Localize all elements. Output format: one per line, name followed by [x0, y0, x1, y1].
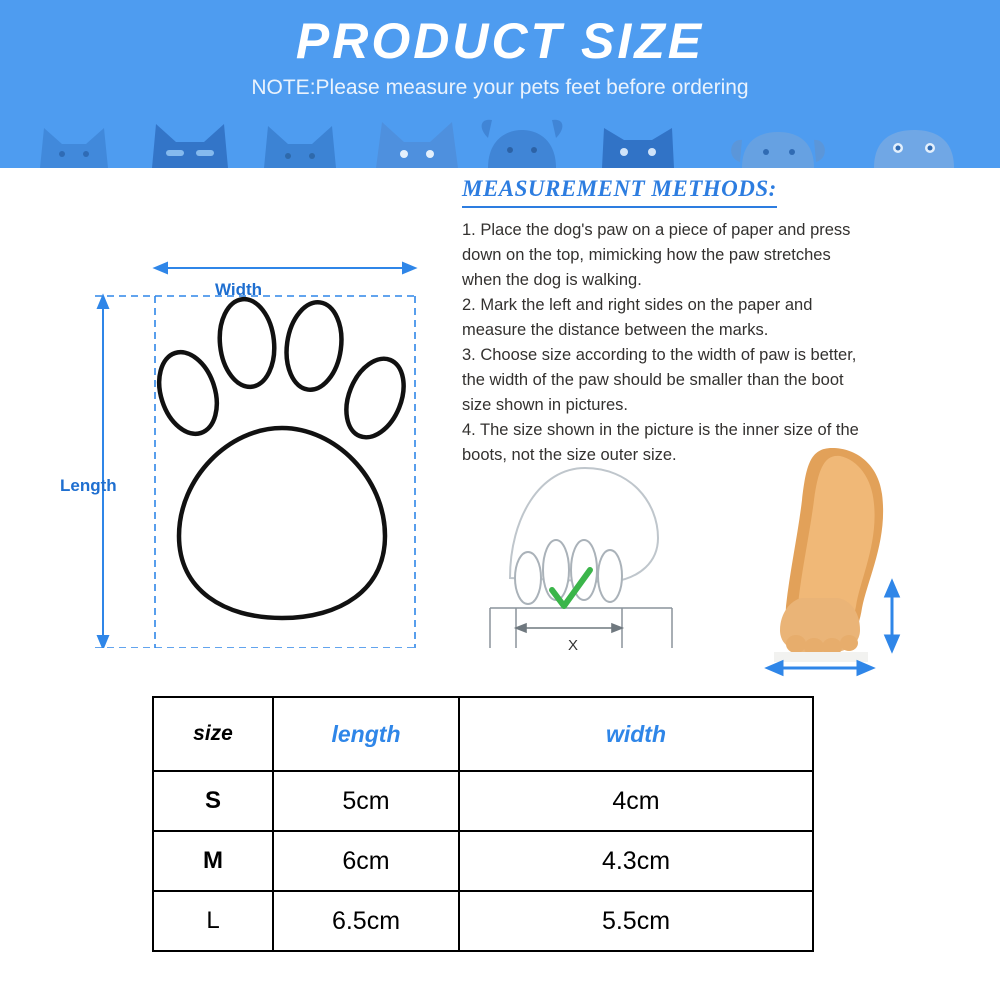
table-row — [153, 771, 813, 831]
header-length: length — [273, 697, 459, 771]
cell-length: 5cm — [273, 771, 459, 831]
cell-size: L — [153, 891, 273, 951]
table-row — [153, 831, 813, 891]
length-label: Length — [60, 476, 117, 495]
x-measure-label: X — [568, 637, 579, 654]
cell-length: 6.5cm — [273, 891, 459, 951]
cell-width: 4.3cm — [459, 831, 813, 891]
header-banner — [0, 0, 1000, 168]
paw-measurement-diagram — [55, 218, 445, 648]
method-step: 2. Mark the left and right sides on the paper and measure the distance between the marks. — [462, 296, 813, 339]
table-header-row — [153, 697, 813, 771]
cell-size: M — [153, 831, 273, 891]
measurement-methods-body — [462, 218, 862, 468]
method-step: 1. Place the dog's paw on a piece of paper and press down on the top, mimicking how the paw stretches when the dog is walking. — [462, 221, 851, 289]
cell-length: 6cm — [273, 831, 459, 891]
real-paw-photo — [740, 448, 930, 678]
cell-size: S — [153, 771, 273, 831]
measurement-methods-block — [462, 176, 862, 468]
pet-silhouettes-strip — [0, 110, 1000, 168]
measurement-methods-title: MEASUREMENT METHODS: — [462, 176, 777, 208]
method-step: 3. Choose size according to the width of paw is better, the width of the paw should be smaller than the boot size shown in pictures. — [462, 346, 857, 414]
content-area — [0, 168, 1000, 1000]
width-label: Width — [215, 280, 263, 299]
paw-sketch-illustration — [480, 458, 680, 668]
table-row — [153, 891, 813, 951]
cell-width: 4cm — [459, 771, 813, 831]
header-width: width — [459, 697, 813, 771]
cell-width: 5.5cm — [459, 891, 813, 951]
header-size: size — [153, 697, 273, 771]
page-title: PRODUCT SIZE — [295, 13, 705, 69]
method-step: 4. The size shown in the picture is the inner size of the boots, not the size outer size. — [462, 421, 859, 464]
header-note: NOTE:Please measure your pets feet before ordering — [251, 76, 749, 99]
size-chart-table — [152, 696, 814, 952]
